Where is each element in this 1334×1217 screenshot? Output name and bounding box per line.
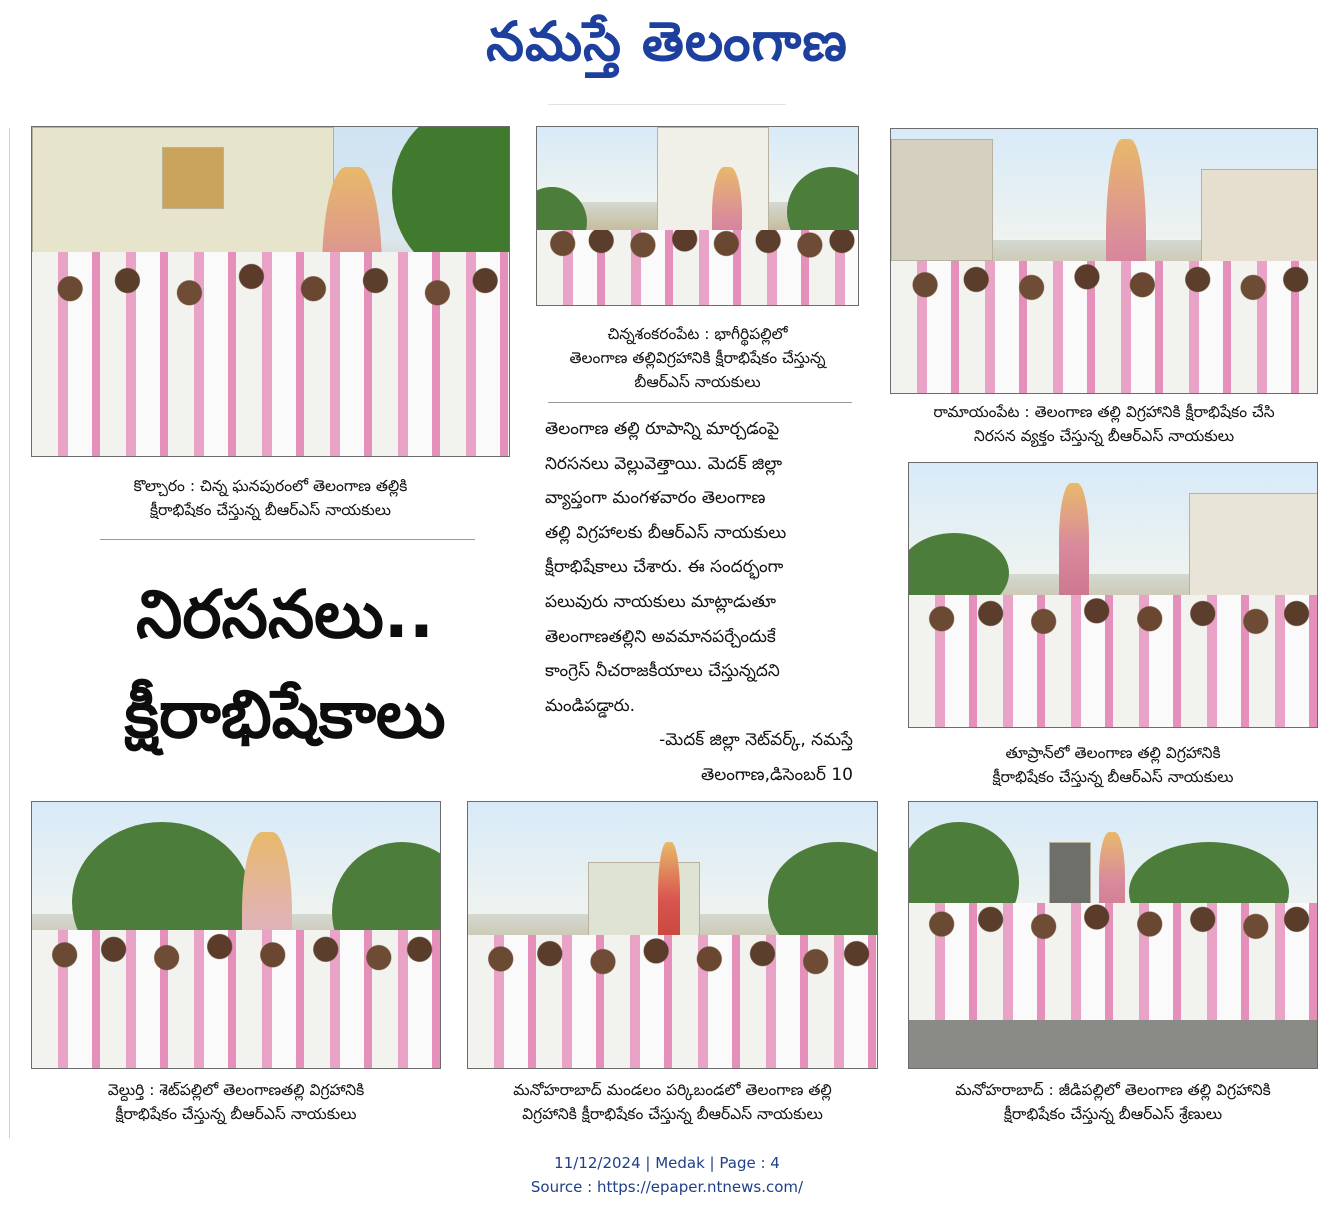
photo-ramayampet — [890, 128, 1318, 394]
byline: -మెదక్ జిల్లా నెట్‌వర్క్, నమస్తే — [659, 730, 853, 751]
story-top-rule — [548, 402, 852, 403]
caption-kolcharam: కొల్చారం : చిన్న ఘనపురంలో తెలంగాణ తల్లికి క్షీరాభిషేకం చేస్తున్న బీఆర్‌ఎస్ నాయకులు — [133, 477, 408, 519]
left-margin-rule — [9, 128, 10, 1138]
caption-ramayampet: రామాయంపేట : తెలంగాణ తల్లి విగ్రహానికి క్షీరాభిషేకం చేసి నిరసన వ్యక్తం చేస్తున్న బీఆర్‌ఎస్ నాయకులు — [933, 403, 1275, 445]
story-body: తెలంగాణ తల్లి రూపాన్ని మార్చడంపై నిరసనలు వెల్లువెత్తాయి. మెదక్ జిల్లా వ్యాప్తంగా మంగళవారం తెలంగాణ తల్లి విగ్రహాలకు బీఆర్‌ఎస్ నాయకులు క్షీరాభిషేకాలు చేశారు. ఈ సందర్భంగా పలువురు నాయకులు మాట్లాడుతూ తెలంగాణతల్లిని అవమానపర్చేందుకే కాంగ్రెస్ నీచరాజకీయాలు చేస్తున్నదని మండిపడ్డారు. -మెదక్ జిల్లా నెట్‌వర్క్, నమస్తే తెలంగాణ,డిసెంబర్ 10 — [545, 412, 865, 793]
photo-veldurthi — [31, 801, 441, 1069]
caption-manoharabad-jidipalli: మనోహరాబాద్ : జీడిపల్లిలో తెలంగాణ తల్లి విగ్రహానికి క్షీరాభిషేకం చేస్తున్న బీఆర్‌ఎస్ శ్రేణులు — [955, 1081, 1271, 1123]
caption-veldurthi: వెల్దుర్తి : శెట్‌పల్లిలో తెలంగాణతల్లి విగ్రహానికి క్షీరాభిషేకం చేస్తున్న బీఆర్‌ఎస్ నాయకులు — [107, 1081, 365, 1123]
photo-manoharabad-jidipalli — [908, 801, 1318, 1069]
headline-line-1: నిరసనలు.. — [136, 576, 434, 653]
dateline: తెలంగాణ,డిసెంబర్ 10 — [700, 764, 853, 785]
footer-source-link[interactable]: Source : https://epaper.ntnews.com/ — [530, 1178, 804, 1196]
masthead-logo: నమస్తే తెలంగాణ — [486, 9, 848, 73]
caption-toopran: తూప్రాన్‌లో తెలంగాణ తల్లి విగ్రహానికి క్షీరాభిషేకం చేస్తున్న బీఆర్‌ఎస్ నాయకులు — [992, 744, 1234, 786]
headline-line-2: క్షీరాభిషేకాలు — [124, 676, 446, 753]
photo-manoharabad-mandal — [467, 801, 878, 1069]
photo-kolcharam — [31, 126, 510, 457]
headline-divider — [100, 539, 475, 540]
caption-manoharabad-mandal: మనోహరాబాద్ మండలం పర్కిబండలో తెలంగాణ తల్లి విగ్రహానికి క్షీరాభిషేకం చేస్తున్న బీఆర్‌ఎస్ నాయకులు — [513, 1081, 832, 1123]
page-footer — [0, 1151, 1334, 1199]
caption-chinnashankarampet: చిన్నశంకరంపేట : భాగీర్థిపల్లిలో తెలంగాణ తల్లివిగ్రహానికి క్షీరాభిషేకం చేస్తున్న బీఆర్‌ఎస్ నాయకులు — [569, 325, 826, 391]
footer-date-edition: 11/12/2024 | Medak | Page : 4 — [554, 1154, 780, 1172]
photo-toopran — [908, 462, 1318, 728]
photo-chinnashankarampet — [536, 126, 859, 306]
masthead-divider — [548, 104, 786, 105]
